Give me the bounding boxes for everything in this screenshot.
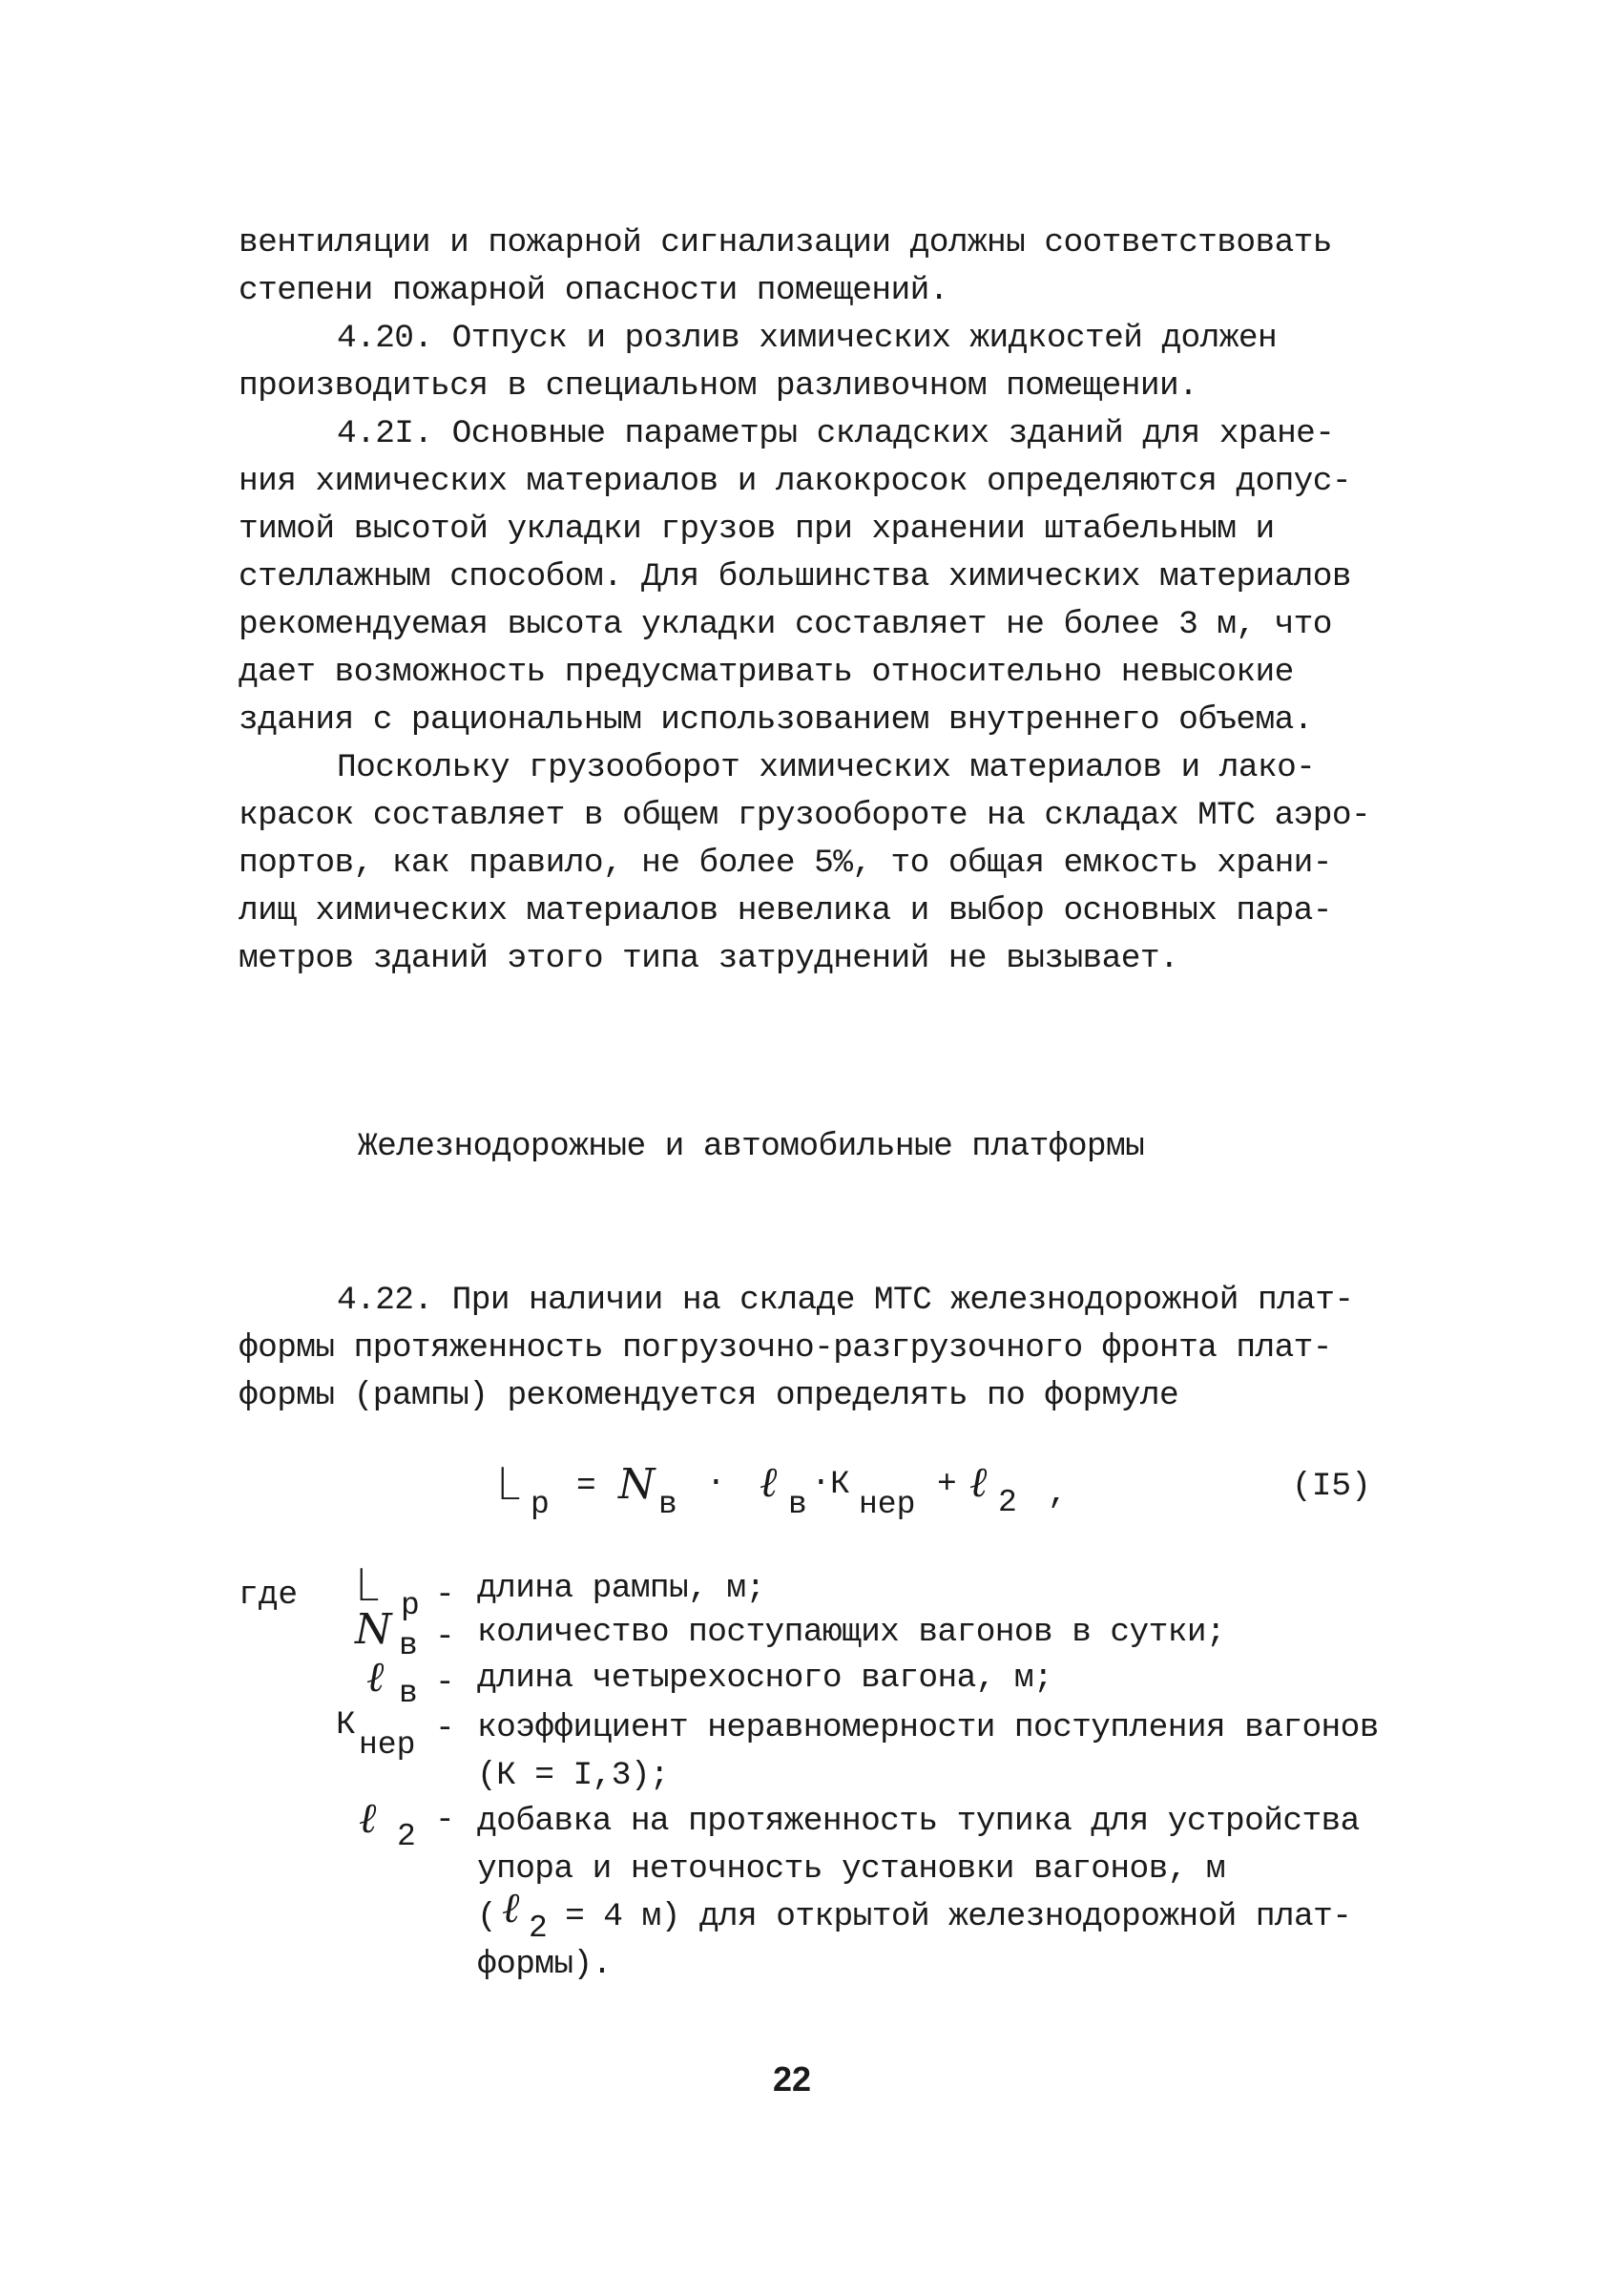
legend-note-sub: 2 bbox=[529, 1911, 548, 1946]
formula-N: N bbox=[618, 1460, 656, 1509]
legend-note-open: ( bbox=[477, 1898, 497, 1935]
text-line: ния химических материалов и лакокросок определяются допус- bbox=[239, 463, 1351, 500]
legend-note-sym: ℓ bbox=[502, 1884, 520, 1932]
text-line: дает возможность предусматривать относительно невысокие bbox=[239, 654, 1294, 691]
formula-K-sub: нер bbox=[859, 1487, 916, 1522]
text-line: формы протяженность погрузочно-разгрузочного фронта плат- bbox=[239, 1329, 1332, 1367]
text-line: метров зданий этого типа затруднений не вызывает. bbox=[239, 940, 1179, 977]
formula-number: (I5) bbox=[1292, 1468, 1371, 1505]
formula-l-sub: в bbox=[788, 1487, 807, 1522]
legend-sub: в bbox=[399, 1676, 418, 1711]
text-line: красок составляет в общем грузообороте на складах МТС аэро- bbox=[239, 797, 1371, 834]
text-line: 4.20. Отпуск и розлив химических жидкостей должен bbox=[337, 320, 1278, 357]
formula-dot-2: · bbox=[811, 1464, 831, 1501]
text-line: стеллажным способом. Для большинства химических материалов bbox=[239, 558, 1351, 595]
formula-15 bbox=[0, 1458, 1624, 1535]
text-block-4-22 bbox=[239, 1277, 1412, 1420]
legend-desc: упора и неточность установки вагонов, м bbox=[477, 1850, 1226, 1888]
legend-sym-L: L bbox=[355, 1559, 380, 1611]
legend-sub: нер bbox=[359, 1727, 416, 1763]
legend-dash: - bbox=[435, 1664, 455, 1702]
text-line: 4.2I. Основные параметры складских зданий для хране- bbox=[337, 415, 1335, 452]
text-line: степени пожарной опасности помещений. bbox=[239, 272, 948, 309]
text-line: вентиляции и пожарной сигнализации должны соответствовать bbox=[239, 224, 1332, 261]
legend-sub: в bbox=[399, 1628, 418, 1663]
formula-l2-sub: 2 bbox=[998, 1485, 1017, 1520]
legend-desc: длина четырехосного вагона, м; bbox=[477, 1660, 1053, 1697]
formula-legend bbox=[0, 1559, 1624, 2004]
text-line: рекомендуемая высота укладки составляет не более 3 м, что bbox=[239, 606, 1332, 643]
legend-where: где bbox=[239, 1577, 299, 1614]
legend-sub: р bbox=[401, 1588, 420, 1623]
legend-dash: - bbox=[435, 1802, 455, 1839]
formula-comma: , bbox=[1048, 1475, 1068, 1513]
text-line: портов, как правило, не более 5%, то общая емкость храни- bbox=[239, 845, 1332, 882]
formula-L: L bbox=[496, 1458, 521, 1510]
text-line: 4.22. При наличии на складе МТС железнодорожной плат- bbox=[337, 1282, 1354, 1319]
legend-desc: (К = I,3); bbox=[477, 1757, 670, 1794]
legend-dash: - bbox=[435, 1710, 455, 1747]
legend-note-last: формы). bbox=[477, 1946, 612, 1983]
formula-l2: ℓ bbox=[969, 1458, 988, 1507]
text-line: производиться в специальном разливочном помещении. bbox=[239, 367, 1198, 405]
formula-dot-1: · bbox=[706, 1464, 726, 1501]
text-line: здания с рациональным использованием внутреннего объема. bbox=[239, 701, 1313, 739]
formula-l: ℓ bbox=[760, 1458, 778, 1507]
legend-dash: - bbox=[435, 1577, 455, 1614]
formula-eq: = bbox=[576, 1468, 596, 1505]
legend-dash: - bbox=[435, 1619, 455, 1656]
formula-L-sub: р bbox=[531, 1487, 550, 1522]
text-line: тимой высотой укладки грузов при хранении штабельным и bbox=[239, 511, 1275, 548]
legend-sym-K: К bbox=[336, 1706, 356, 1744]
text-line: формы (рампы) рекомендуется определять по формуле bbox=[239, 1377, 1179, 1414]
formula-K: К bbox=[830, 1466, 850, 1503]
text-line: лищ химических материалов невелика и выбор основных пара- bbox=[239, 892, 1332, 930]
legend-desc: длина рампы, м; bbox=[477, 1570, 765, 1607]
legend-sym-l: ℓ bbox=[366, 1653, 385, 1702]
formula-plus: + bbox=[937, 1466, 957, 1503]
text-line: Поскольку грузооборот химических материалов и лако- bbox=[337, 749, 1316, 786]
legend-desc: коэффициент неравномерности поступления вагонов bbox=[477, 1709, 1379, 1746]
text-block-top bbox=[239, 219, 1412, 983]
legend-sym-l2: ℓ bbox=[359, 1794, 377, 1843]
legend-desc: количество поступающих вагонов в сутки; bbox=[477, 1614, 1226, 1651]
legend-desc: добавка на протяженность тупика для устройства bbox=[477, 1803, 1360, 1840]
page-number: 22 bbox=[773, 2059, 812, 2099]
legend-sym-N: N bbox=[355, 1605, 392, 1654]
legend-sub: 2 bbox=[397, 1819, 416, 1854]
section-heading: Железнодорожные и автомобильные платформы bbox=[358, 1128, 1145, 1165]
formula-N-sub: в bbox=[658, 1487, 677, 1522]
legend-note-rest: = 4 м) для открытой железнодорожной плат- bbox=[546, 1898, 1352, 1935]
